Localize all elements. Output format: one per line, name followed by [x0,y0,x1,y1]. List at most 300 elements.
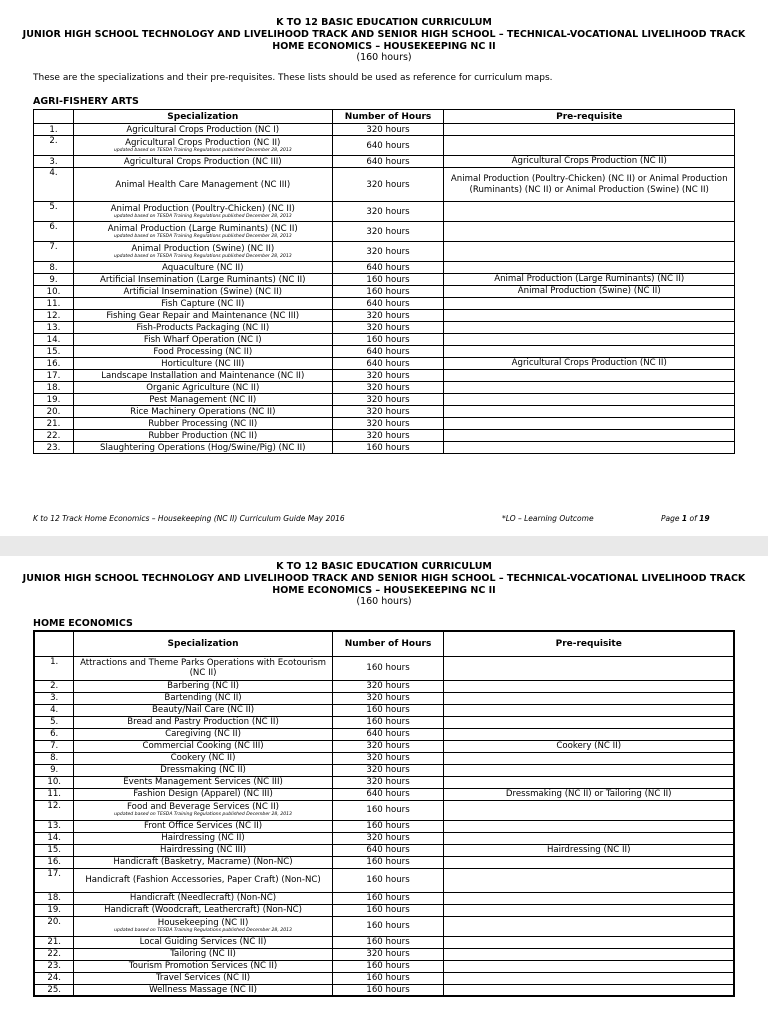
table-row [34,168,735,202]
table-row [34,916,734,936]
table-row [34,692,734,704]
specialization-label: Landscape Installation and Maintenance (NC II) [101,370,305,381]
row-number: 4. [34,168,74,202]
specialization-label: Tourism Promotion Services (NC II) [128,961,278,971]
row-number: 16. [34,856,74,868]
specialization-label: Bartending (NC II) [164,693,242,703]
table-row [34,394,735,406]
specialization-label: Handicraft (Woodcraft, Leathercraft) (Non-NC) [104,905,302,915]
specialization-label: Fish Wharf Operation (NC I) [143,334,262,345]
row-number: 12. [34,800,74,820]
prerequisite-cell [444,346,735,358]
prerequisite-cell [444,442,735,454]
specialization-label: Food Processing (NC II) [153,346,253,357]
specialization-cell [74,740,332,752]
prerequisite-cell [444,764,734,776]
column-header-prerequisite: Pre-requisite [444,110,735,124]
specialization-label: Cookery (NC II) [170,753,236,763]
table-row [34,298,735,310]
specialization-cell [73,136,332,156]
specialization-label: Horticulture (NC III) [161,358,245,369]
row-number: 22. [34,430,74,442]
specialization-cell [74,716,332,728]
row-number: 12. [34,310,74,322]
prerequisite-cell [444,310,735,322]
row-number: 14. [34,334,74,346]
specialization-label: Pest Management (NC II) [149,394,257,405]
specialization-cell [74,656,332,680]
specialization-cell [73,298,332,310]
specialization-label: Handicraft (Basketry, Macrame) (Non-NC) [113,857,293,867]
table-row [34,728,734,740]
specialization-cell [73,430,332,442]
specialization-label: Handicraft (Needlecraft) (Non-NC) [129,893,277,903]
table-row [34,832,734,844]
row-number: 15. [34,346,74,358]
specialization-cell [74,764,332,776]
table-row [34,346,735,358]
table-row [34,776,734,788]
prerequisite-cell [444,202,735,222]
row-number: 18. [34,892,74,904]
table-row [34,972,734,984]
prerequisite-cell [444,856,734,868]
specialization-cell [74,868,332,892]
hours-cell: 640 hours [332,844,444,856]
hours-cell: 320 hours [332,322,444,334]
prerequisite-cell [444,916,734,936]
specialization-label: Commercial Cooking (NC III) [142,741,264,751]
column-header-hours: Number of Hours [332,631,444,656]
hours-cell: 320 hours [332,394,444,406]
table-row [34,358,735,370]
hours-cell: 320 hours [332,680,444,692]
prerequisite-cell [444,136,735,156]
table-row [34,868,734,892]
section-title-agri-fishery: AGRI-FISHERY ARTS [33,96,139,107]
table-row [34,430,735,442]
page-1-header-hours: (160 hours) [356,52,412,63]
hours-cell: 160 hours [332,868,444,892]
table-row [34,382,735,394]
specialization-cell [73,370,332,382]
row-number: 14. [34,832,74,844]
prerequisite-cell: Cookery (NC II) [444,740,734,752]
table-row [34,904,734,916]
hours-cell: 320 hours [332,776,444,788]
specialization-cell [73,394,332,406]
hours-cell: 640 hours [332,262,444,274]
specialization-cell [73,310,332,322]
agri-fishery-table [33,109,735,454]
specialization-label: Fashion Design (Apparel) (NC III) [133,789,273,799]
row-number: 20. [34,406,74,418]
table-row [34,136,735,156]
hours-cell: 640 hours [332,136,444,156]
footer-lo-note: *LO – Learning Outcome [502,514,594,523]
row-number: 9. [34,274,74,286]
prerequisite-cell [444,936,734,948]
row-number: 15. [34,844,74,856]
specialization-label: Animal Health Care Management (NC III) [115,179,291,190]
prerequisite-cell [444,262,735,274]
hours-cell: 160 hours [332,656,444,680]
specialization-cell [73,168,332,202]
row-number: 2. [34,136,74,156]
hours-cell: 160 hours [332,334,444,346]
footer-page-number: Page 1 of 19 [661,514,710,523]
table-row [34,262,735,274]
prerequisite-cell: Agricultural Crops Production (NC II) [444,156,735,168]
row-number: 16. [34,358,74,370]
hours-cell: 320 hours [332,948,444,960]
specialization-label: Rubber Production (NC II) [148,430,258,441]
specialization-cell [73,358,332,370]
specialization-cell [74,800,332,820]
hours-cell: 640 hours [332,156,444,168]
specialization-cell [74,904,332,916]
row-number: 2. [34,680,74,692]
specialization-cell [73,442,332,454]
row-number: 8. [34,752,74,764]
specialization-cell [74,972,332,984]
page-1-header-track: JUNIOR HIGH SCHOOL TECHNOLOGY AND LIVELIHOOD TRACK AND SENIOR HIGH SCHOOL – TECHNICAL-VOCATIONAL LIVELIHOOD TRACK [22,29,746,40]
specialization-label: Tailoring (NC II) [170,949,236,959]
row-number: 25. [34,984,74,996]
table-row [34,752,734,764]
row-number: 19. [34,394,74,406]
prerequisite-cell [444,394,735,406]
hours-cell: 320 hours [332,418,444,430]
specialization-label: Travel Services (NC II) [155,973,251,983]
hours-cell: 640 hours [332,728,444,740]
specialization-label: Housekeeping (NC II) [157,918,249,928]
prerequisite-cell [444,382,735,394]
home-economics-table-body [34,656,734,996]
table-row [34,740,734,752]
table-row [34,370,735,382]
row-number: 22. [34,948,74,960]
table-row [34,156,735,168]
specialization-label: Caregiving (NC II) [165,729,241,739]
hours-cell: 320 hours [332,222,444,242]
specialization-cell [73,286,332,298]
prerequisite-cell: Agricultural Crops Production (NC II) [444,358,735,370]
hours-cell: 320 hours [332,832,444,844]
specialization-label: Fish Capture (NC II) [161,298,245,309]
tesda-update-note: updated based on TESDA Training Regulations published December 28, 2013 [113,233,292,239]
row-number: 5. [34,716,74,728]
column-header-specialization: Specialization [73,110,332,124]
hours-cell: 320 hours [332,740,444,752]
prerequisite-cell [444,334,735,346]
page-2-header-subject: HOME ECONOMICS – HOUSEKEEPING NC II [272,585,496,596]
specialization-label: Agricultural Crops Production (NC III) [123,156,282,167]
table-row [34,406,735,418]
table-header-row [34,631,734,656]
specialization-label: Organic Agriculture (NC II) [146,382,260,393]
prerequisite-cell [444,948,734,960]
table-row [34,704,734,716]
specialization-cell [73,202,332,222]
prerequisite-cell: Dressmaking (NC II) or Tailoring (NC II) [444,788,734,800]
prerequisite-cell [444,656,734,680]
specialization-label: Front Office Services (NC II) [143,821,263,831]
specialization-label: Dressmaking (NC II) [160,765,246,775]
table-row [34,418,735,430]
page-2-header-hours: (160 hours) [356,596,412,607]
prerequisite-cell [444,960,734,972]
row-number: 11. [34,788,74,800]
specialization-label: Agricultural Crops Production (NC II) [125,137,281,148]
row-number: 17. [34,868,74,892]
hours-cell: 320 hours [332,764,444,776]
tesda-update-note: updated based on TESDA Training Regulations published December 28, 2013 [113,213,292,219]
hours-cell: 320 hours [332,310,444,322]
specialization-label: Agricultural Crops Production (NC I) [126,124,280,135]
specialization-cell [73,406,332,418]
prerequisite-cell [444,716,734,728]
home-economics-table [33,630,735,997]
row-number: 21. [34,418,74,430]
hours-cell: 160 hours [332,856,444,868]
hours-cell: 160 hours [332,704,444,716]
specialization-label: Animal Production (Large Ruminants) (NC II) [107,223,298,234]
table-row [34,856,734,868]
specialization-cell [73,334,332,346]
hours-cell: 320 hours [332,406,444,418]
hours-cell: 640 hours [332,346,444,358]
row-number: 11. [34,298,74,310]
prerequisite-cell [444,418,735,430]
row-number: 18. [34,382,74,394]
specialization-label: Slaughtering Operations (Hog/Swine/Pig) (NC II) [100,442,306,453]
prerequisite-cell [444,728,734,740]
specialization-cell [73,262,332,274]
hours-cell: 160 hours [332,800,444,820]
row-number: 4. [34,704,74,716]
prerequisite-cell [444,868,734,892]
specialization-cell [74,680,332,692]
row-number: 13. [34,322,74,334]
prerequisite-cell [444,406,735,418]
hours-cell: 160 hours [332,274,444,286]
specialization-label: Rubber Processing (NC II) [148,418,258,429]
specialization-label: Artificial Insemination (Swine) (NC II) [123,286,282,297]
specialization-label: Food and Beverage Services (NC II) [127,802,280,812]
table-row [34,124,735,136]
prerequisite-cell: Animal Production (Large Ruminants) (NC II) [444,274,735,286]
hours-cell: 640 hours [332,358,444,370]
hours-cell: 320 hours [332,430,444,442]
table-row [34,764,734,776]
row-number: 23. [34,960,74,972]
specialization-label: Handicraft (Fashion Accessories, Paper Craft) (Non-NC) [85,875,321,885]
page-1-header-subject: HOME ECONOMICS – HOUSEKEEPING NC II [272,41,496,52]
table-row [34,322,735,334]
column-header-hours: Number of Hours [332,110,444,124]
prerequisite-cell [444,222,735,242]
hours-cell: 160 hours [332,916,444,936]
table-row [34,680,734,692]
prerequisite-cell [444,972,734,984]
row-number: 21. [34,936,74,948]
hours-cell: 160 hours [332,892,444,904]
column-header-number [34,110,74,124]
hours-cell: 160 hours [332,904,444,916]
hours-cell: 160 hours [332,960,444,972]
row-number: 10. [34,776,74,788]
prerequisite-cell [444,370,735,382]
prerequisite-cell [444,904,734,916]
prerequisite-cell [444,832,734,844]
prerequisite-cell [444,984,734,996]
specialization-cell [73,222,332,242]
page-gap [0,536,768,556]
prerequisite-cell [444,242,735,262]
prerequisite-cell [444,800,734,820]
specialization-label: Fish-Products Packaging (NC II) [136,322,270,333]
column-header-specialization: Specialization [74,631,332,656]
hours-cell: 160 hours [332,286,444,298]
specialization-cell [73,322,332,334]
column-header-number [34,631,74,656]
row-number: 3. [34,156,74,168]
specialization-label: Barbering (NC II) [167,681,239,691]
specialization-cell [74,948,332,960]
prerequisite-cell [444,124,735,136]
specialization-label: Animal Production (Poultry-Chicken) (NC II) [110,203,295,214]
row-number: 5. [34,202,74,222]
table-header-row [34,110,735,124]
table-row [34,286,735,298]
specialization-cell [74,892,332,904]
hours-cell: 320 hours [332,242,444,262]
row-number: 13. [34,820,74,832]
specialization-cell [73,346,332,358]
row-number: 17. [34,370,74,382]
table-row [34,334,735,346]
specialization-label: Artificial Insemination (Large Ruminants) (NC II) [99,274,306,285]
section-title-home-economics: HOME ECONOMICS [33,618,133,629]
specialization-cell [73,418,332,430]
hours-cell: 320 hours [332,692,444,704]
specialization-cell [73,274,332,286]
page-1-header-title: K TO 12 BASIC EDUCATION CURRICULUM [276,17,492,28]
prerequisite-cell: Animal Production (Poultry-Chicken) (NC II) or Animal Production (Ruminants) (NC II) or Animal Production (Swine) (NC II) [444,168,735,202]
specialization-cell [74,728,332,740]
table-row [34,820,734,832]
specialization-cell [74,704,332,716]
table-row [34,960,734,972]
table-row [34,274,735,286]
specialization-label: Beauty/Nail Care (NC II) [152,705,255,715]
hours-cell: 320 hours [332,382,444,394]
table-row [34,716,734,728]
prerequisite-cell [444,680,734,692]
specialization-label: Bread and Pastry Production (NC II) [127,717,279,727]
row-number: 24. [34,972,74,984]
specialization-label: Aquaculture (NC II) [161,262,244,273]
table-row [34,788,734,800]
specialization-cell [73,242,332,262]
row-number: 6. [34,222,74,242]
table-row [34,936,734,948]
row-number: 19. [34,904,74,916]
specialization-label: Events Management Services (NC III) [123,777,283,787]
prerequisite-cell: Hairdressing (NC II) [444,844,734,856]
tesda-update-note: updated based on TESDA Training Regulations published December 28, 2013 [113,147,292,153]
prerequisite-cell [444,322,735,334]
tesda-update-note: updated based on TESDA Training Regulations published December 28, 2013 [114,928,292,933]
table-row [34,892,734,904]
specialization-label: Animal Production (Swine) (NC II) [131,243,275,254]
specialization-label: Attractions and Theme Parks Operations with Ecotourism (NC II) [80,658,326,678]
prerequisite-cell [444,892,734,904]
table-row [34,242,735,262]
row-number: 1. [34,124,74,136]
specialization-cell [74,776,332,788]
agri-fishery-table-body [34,124,735,454]
specialization-label: Wellness Massage (NC II) [149,984,257,995]
row-number: 6. [34,728,74,740]
row-number: 10. [34,286,74,298]
row-number: 20. [34,916,74,936]
table-row [34,310,735,322]
hours-cell: 160 hours [332,984,444,996]
prerequisite-cell [444,820,734,832]
hours-cell: 160 hours [332,442,444,454]
intro-text: These are the specializations and their pre-requisites. These lists should be used as reference for curriculum maps. [33,73,553,83]
specialization-cell [74,820,332,832]
column-header-prerequisite: Pre-requisite [444,631,734,656]
hours-cell: 160 hours [332,820,444,832]
row-number: 3. [34,692,74,704]
table-row [34,222,735,242]
prerequisite-cell [444,430,735,442]
hours-cell: 640 hours [332,788,444,800]
tesda-update-note: updated based on TESDA Training Regulations published December 28, 2013 [113,253,292,259]
specialization-cell [74,936,332,948]
table-row [34,948,734,960]
page-2-header-track: JUNIOR HIGH SCHOOL TECHNOLOGY AND LIVELIHOOD TRACK AND SENIOR HIGH SCHOOL – TECHNICAL-VOCATIONAL LIVELIHOOD TRACK [22,573,746,584]
hours-cell: 320 hours [332,752,444,764]
specialization-label: Rice Machinery Operations (NC II) [130,406,276,417]
row-number: 7. [34,242,74,262]
specialization-cell [74,984,332,996]
document-page-2 [0,556,768,1024]
hours-cell: 320 hours [332,124,444,136]
specialization-cell [74,856,332,868]
table-row [34,984,734,996]
specialization-cell [74,844,332,856]
tesda-update-note: updated based on TESDA Training Regulations published December 28, 2013 [114,812,292,817]
table-row [34,442,735,454]
prerequisite-cell [444,752,734,764]
specialization-cell [74,960,332,972]
specialization-cell [74,692,332,704]
row-number: 1. [34,656,74,680]
table-row [34,800,734,820]
hours-cell: 320 hours [332,202,444,222]
hours-cell: 160 hours [332,972,444,984]
row-number: 9. [34,764,74,776]
prerequisite-cell: Animal Production (Swine) (NC II) [444,286,735,298]
row-number: 23. [34,442,74,454]
row-number: 8. [34,262,74,274]
specialization-label: Local Guiding Services (NC II) [139,937,267,947]
prerequisite-cell [444,776,734,788]
